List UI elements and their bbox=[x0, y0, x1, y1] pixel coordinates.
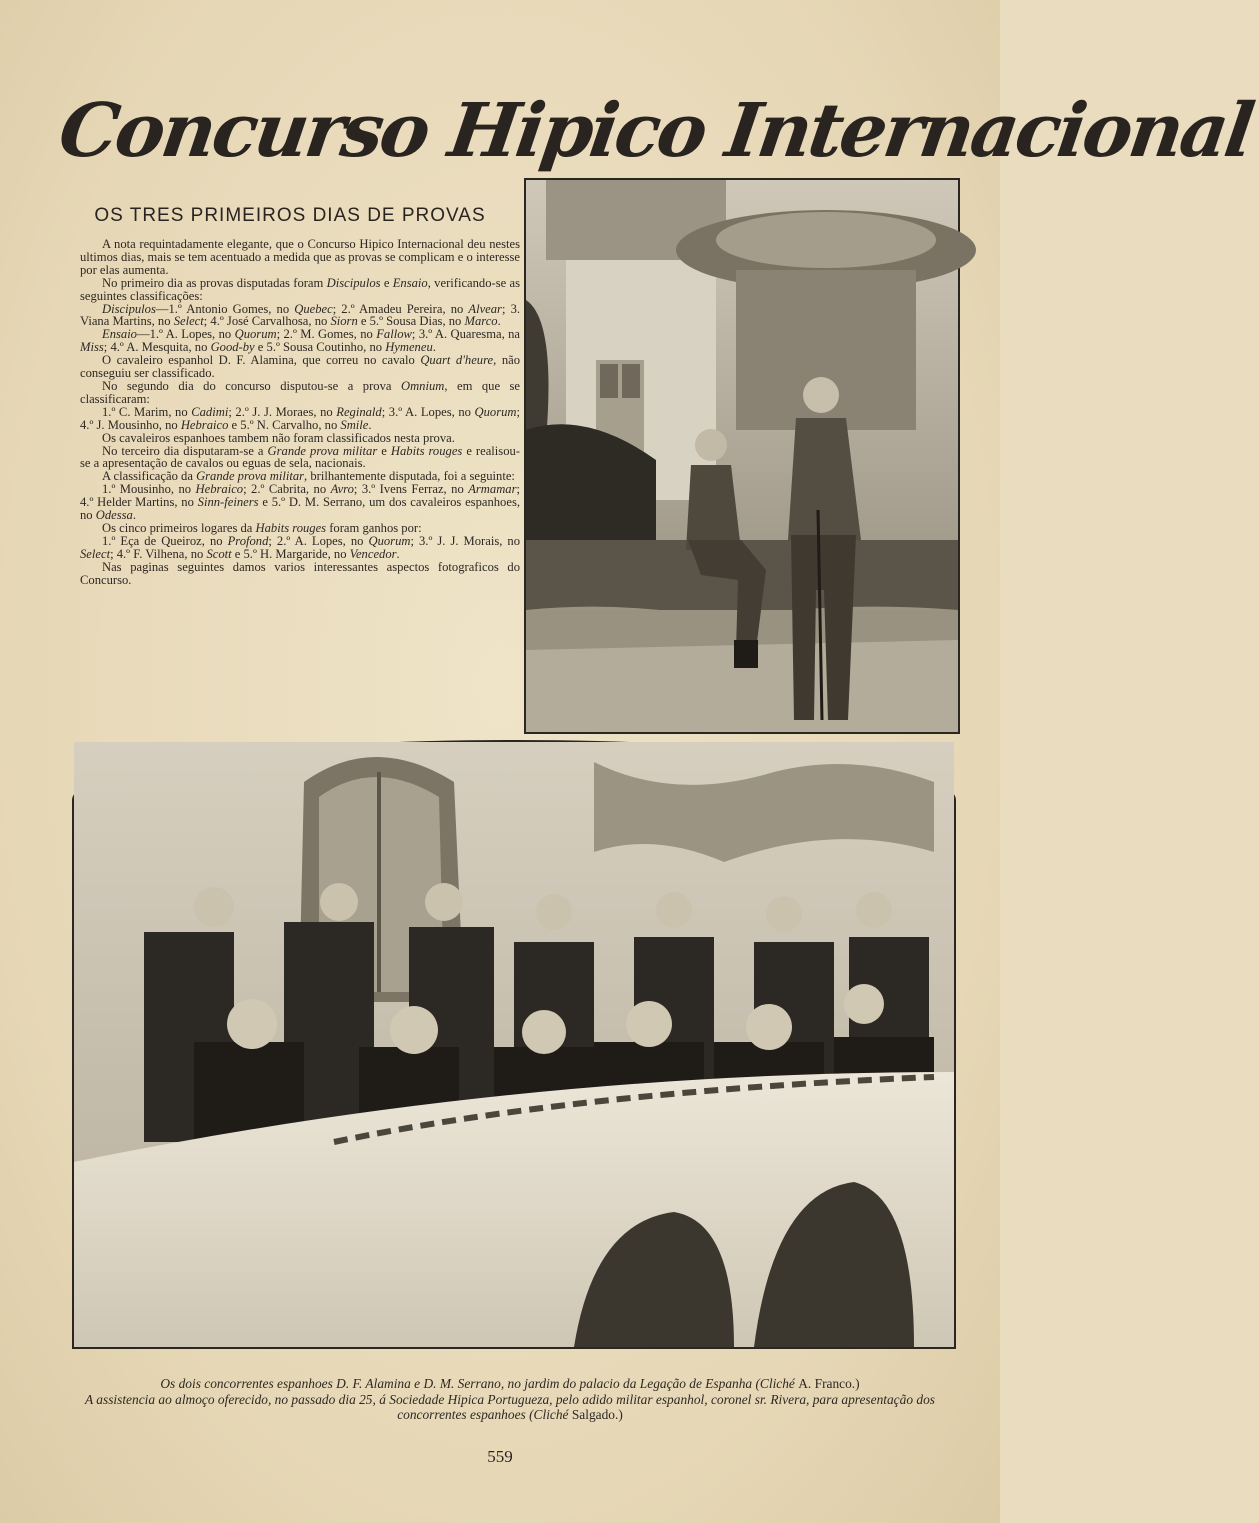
page-number: 559 bbox=[487, 1447, 513, 1466]
article-paragraph: No primeiro dia as provas disputadas foram Discipulos e Ensaio, verificando-se as seguintes classificações: bbox=[80, 275, 521, 303]
article-paragraph: Ensaio—1.º A. Lopes, no Quorum; 2.º M. Gomes, no Fallow; 3.º A. Quaresma, na Miss; 4.º A. Mesquita, no Good-by e 5.º Sousa Coutinho, no Hymeneu. bbox=[80, 327, 521, 355]
article-paragraph: Os cavaleiros espanhoes tambem não foram classificados nesta prova. bbox=[102, 430, 455, 445]
article-paragraph: Os cinco primeiros logares da Habits rouges foram ganhos por: bbox=[102, 520, 422, 535]
photo-banquet-image bbox=[74, 742, 954, 1347]
article-paragraph: O cavaleiro espanhol D. F. Alamina, que correu no cavalo Quart d'heure, não conseguiu ser classificado. bbox=[80, 353, 521, 381]
article-paragraph: 1.º C. Marim, no Cadimi; 2.º J. J. Moraes, no Reginald; 3.º A. Lopes, no Quorum; 4.º J. Mousinho, no Hebraico e 5.º N. Carvalho, no Smile. bbox=[80, 404, 520, 432]
article-paragraph: Discipulos—1.º Antonio Gomes, no Quebec; 2.º Amadeu Pereira, no Alvear; 3. Viana Martins, no Select; 4.º José Carvalhosa, no Siorn e 5.º Sousa Dias, no Marco. bbox=[80, 301, 521, 329]
photo-garden-riders bbox=[524, 178, 960, 734]
article-paragraph: Nas paginas seguintes damos varios interessantes aspectos fotograficos do Concurso. bbox=[80, 559, 520, 587]
article-body bbox=[80, 238, 520, 718]
article-subtitle: OS TRES PRIMEIROS DIAS DE PROVAS bbox=[94, 205, 486, 226]
photo-garden-riders-image bbox=[526, 180, 958, 732]
article-paragraph: No segundo dia do concurso disputou-se a prova Omnium, em que se classificaram: bbox=[80, 378, 521, 406]
photo-captions bbox=[60, 1376, 960, 1423]
article-paragraph: No terceiro dia disputaram-se a Grande prova militar e Habits rouges e realisou-se a apresentação de cavalos ou eguas de sela, nacionais. bbox=[80, 443, 520, 471]
article-paragraph: A nota requintadamente elegante, que o Concurso Hipico Internacional deu nestes ultimos dias, mais se tem acentuado a medida que as provas se complicam e o interesse por elas aumenta. bbox=[80, 237, 520, 277]
caption-garden-riders: Os dois concorrentes espanhoes D. F. Alamina e D. M. Serrano, no jardim do palacio da Legação de Espanha (Cliché A. Franco.) bbox=[160, 1376, 860, 1391]
article-paragraph: 1.º Mousinho, no Hebraico; 2.º Cabrita, no Avro; 3.º Ivens Ferraz, no Armamar; 4.º Helder Martins, no Sinn-feiners e 5.º D. M. Serrano, um dos cavaleiros espanhoes, no Odessa. bbox=[80, 482, 520, 523]
article-paragraph: A classificação da Grande prova militar, brilhantemente disputada, foi a seguinte: bbox=[102, 469, 515, 484]
page-title: Concurso Hipico Internacional bbox=[53, 88, 1257, 174]
article-paragraph: 1.º Eça de Queiroz, no Profond; 2.º A. Lopes, no Quorum; 3.º J. J. Morais, no Select; 4.º F. Vilhena, no Scott e 5.º H. Margaride, no Vencedor. bbox=[80, 533, 520, 561]
caption-banquet: A assistencia ao almoço oferecido, no passado dia 25, á Sociedade Hipica Portugueza, pelo adido militar espanhol, coronel sr. Rivera, para apresentação dos concorrentes espanhoes (Cliché Salgado.) bbox=[85, 1391, 935, 1423]
photo-banquet bbox=[72, 740, 956, 1349]
